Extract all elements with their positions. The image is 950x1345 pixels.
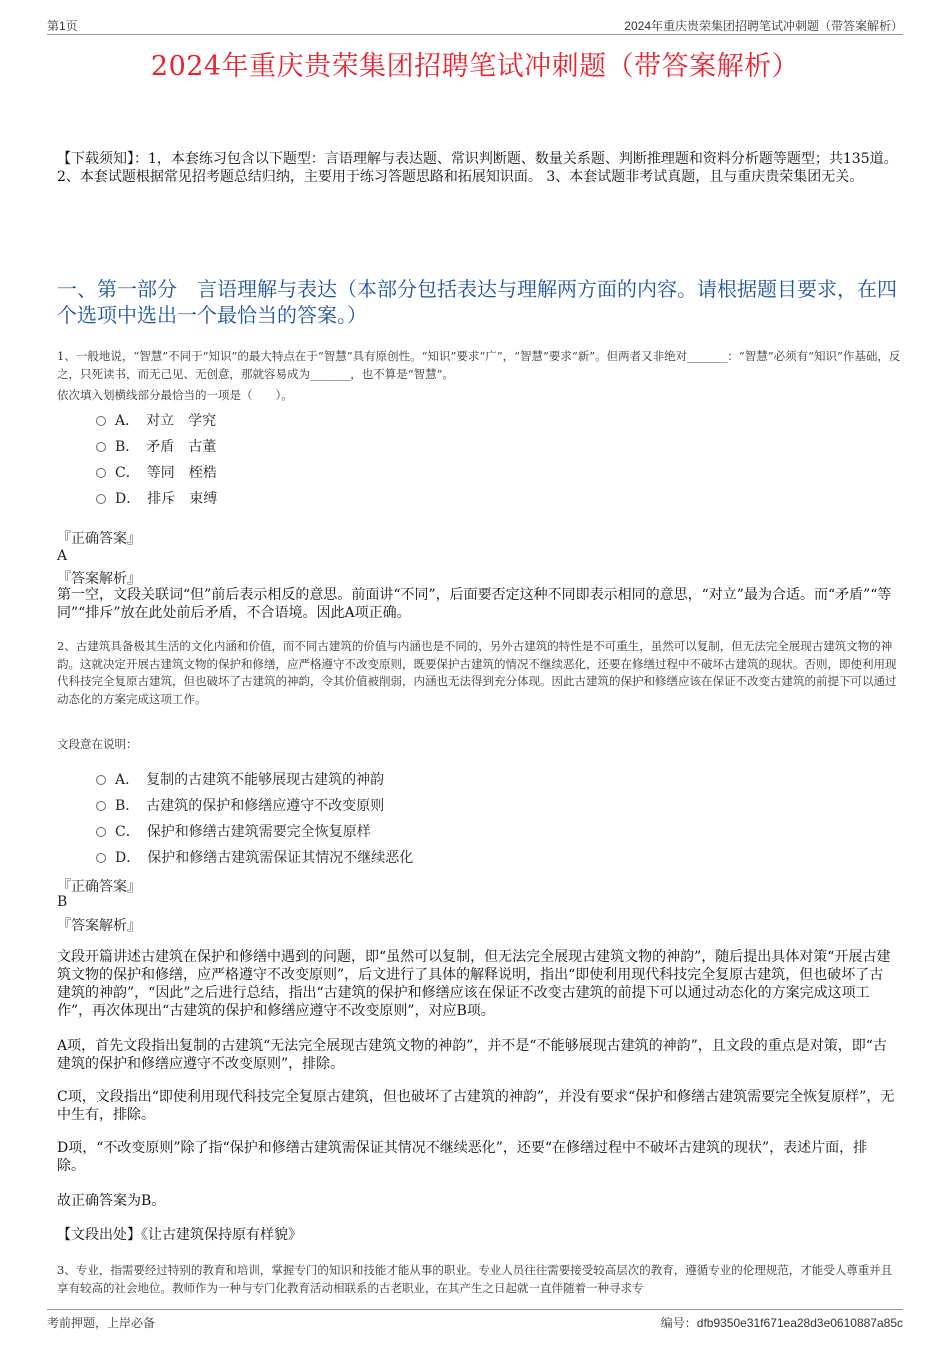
question-2-conclusion: 故正确答案为B。 xyxy=(57,1193,166,1209)
header-divider xyxy=(47,34,903,35)
question-2-source: 【文段出处】《让古建筑保持原有样貌》 xyxy=(57,1227,302,1243)
radio-icon[interactable] xyxy=(96,468,106,478)
question-2-analysis-paragraph: D项，“不改变原则”除了指“保护和修缮古建筑需保证其情况不继续恶化”，还要“在修缮过程中不破坏古建筑的现状”，表述片面，排除。 xyxy=(57,1140,868,1174)
radio-icon[interactable] xyxy=(96,775,106,785)
running-header-title: 2024年重庆贵荣集团招聘笔试冲刺题（带答案解析） xyxy=(624,19,903,33)
page-number: 第1页 xyxy=(47,19,78,33)
radio-icon[interactable] xyxy=(96,494,106,504)
question-1-analysis-label: 『答案解析』 xyxy=(57,571,141,587)
question-1-answer-label: 『正确答案』 xyxy=(57,531,141,547)
radio-icon[interactable] xyxy=(96,827,106,837)
download-notice: 【下载须知】：1，本套练习包含以下题型：言语理解与表达题、常识判断题、数量关系题、判断推理题和资料分析题等题型；共135道。 2、本套试题根据常见招考题总结归纳，主要用于练习答题思路和拓展知识面。 3、本套试题非考试真题，且与重庆贵荣集团无关。 xyxy=(57,151,898,185)
radio-icon[interactable] xyxy=(96,853,106,863)
question-1-text: 1、一般地说，“智慧”不同于“知识”的最大特点在于“智慧”具有原创性。“知识”要求“广”，“智慧”要求“新”。但两者又非绝对_______：“智慧”必须有“知识”作基础，反之，只死读书，而无己见、无创意，那就容易成为_______，也不算是“智慧”。 xyxy=(57,349,901,381)
question-2-analysis-paragraph: A项，首先文段指出复制的古建筑“无法完全展现古建筑文物的神韵”，并不是“不能够展现古建筑的神韵”，且文段的重点是对策，即“古建筑的保护和修缮应遵守不改变原则”，排除。 xyxy=(57,1038,887,1072)
question-1-answer: A xyxy=(57,548,68,564)
radio-icon[interactable] xyxy=(96,442,106,452)
question-1-prompt: 依次填入划横线部分最恰当的一项是（ ）。 xyxy=(57,388,293,402)
question-2-option-b[interactable]: B． 古建筑的保护和修缮应遵守不改变原则 xyxy=(96,795,384,815)
question-1-option-c[interactable]: C． 等同 桎梏 xyxy=(96,462,217,482)
question-1-analysis: 第一空，文段关联词“但”前后表示相反的意思。前面讲“不同”，后面要否定这种不同即表示相同的意思，“对立”最为合适。而“矛盾”“等同”“排斥”放在此处前后矛盾，不合语境。因此A项正确。 xyxy=(57,587,892,621)
question-2-answer: B xyxy=(57,894,68,910)
question-1-option-d[interactable]: D． 排斥 束缚 xyxy=(96,488,217,508)
question-1-option-b[interactable]: B． 矛盾 古董 xyxy=(96,436,216,456)
section-heading: 一、第一部分 言语理解与表达（本部分包括表达与理解两方面的内容。请根据题目要求，在四个选项中选出一个最恰当的答案。） xyxy=(57,277,897,327)
question-2-text: 2、古建筑具备极其生活的文化内涵和价值，而不同古建筑的价值与内涵也是不同的，另外古建筑的特性是不可重生，虽然可以复制，但无法完全展现古建筑文物的神韵。这就决定开展古建筑文物的保护和修缮，应严格遵守不改变原则，既要保护古建筑的情况不继续恶化，还要在修缮过程中不破坏古建筑的现状。否则，即使利用现代科技完全复原古建筑，但也破坏了古建筑的神韵，令其价值被削弱，内涵也无法得到充分体现。因此古建筑的保护和修缮应该在保证不改变古建筑的前提下可以通过动态化的方案完成这项工作。 xyxy=(57,639,897,706)
question-3-text: 3、专业，指需要经过特别的教育和培训，掌握专门的知识和技能才能从事的职业。专业人员往往需要接受较高层次的教育，遵循专业的伦理规范，才能受人尊重并且享有较高的社会地位。教师作为一种与专门化教育活动相联系的古老职业，在其产生之日起就一直伴随着一种寻求专 xyxy=(57,1263,893,1295)
radio-icon[interactable] xyxy=(96,801,106,811)
question-2-option-d[interactable]: D． 保护和修缮古建筑需保证其情况不继续恶化 xyxy=(96,847,413,867)
question-2-option-a[interactable]: A． 复制的古建筑不能够展现古建筑的神韵 xyxy=(96,769,384,789)
document-title: 2024年重庆贵荣集团招聘笔试冲刺题（带答案解析） xyxy=(150,51,800,82)
radio-icon[interactable] xyxy=(96,416,106,426)
question-2-prompt: 文段意在说明： xyxy=(57,737,138,751)
footer-divider xyxy=(47,1309,903,1310)
question-2-analysis-paragraph: C项，文段指出“即使利用现代科技完全复原古建筑，但也破坏了古建筑的神韵”，并没有要求“保护和修缮古建筑需要完全恢复原样”，无中生有，排除。 xyxy=(57,1089,895,1123)
question-1-option-a[interactable]: A． 对立 学究 xyxy=(96,410,216,430)
footer-document-id: 编号：dfb9350e31f671ea28d3e0610887a85c xyxy=(660,1316,903,1330)
question-2-answer-label: 『正确答案』 xyxy=(57,879,141,895)
footer-slogan: 考前押题，上岸必备 xyxy=(47,1316,156,1330)
question-2-analysis-label: 『答案解析』 xyxy=(57,918,141,934)
question-2-analysis-paragraph: 文段开篇讲述古建筑在保护和修缮中遇到的问题，即“虽然可以复制，但无法完全展现古建筑文物的神韵”，随后提出具体对策“开展古建筑文物的保护和修缮，应严格遵守不改变原则”，后文进行了具体的解释说明，指出“即使利用现代科技完全复原古建筑，但也破坏了古建筑的神韵”，“因此”之后进行总结，指出“古建筑的保护和修缮应该在保证不改变古建筑的前提下可以通过动态化的方案完成这项工作”，再次体现出“古建筑的保护和修缮应遵守不改变原则”，对应B项。 xyxy=(57,949,891,1019)
question-2-option-c[interactable]: C． 保护和修缮古建筑需要完全恢复原样 xyxy=(96,821,371,841)
